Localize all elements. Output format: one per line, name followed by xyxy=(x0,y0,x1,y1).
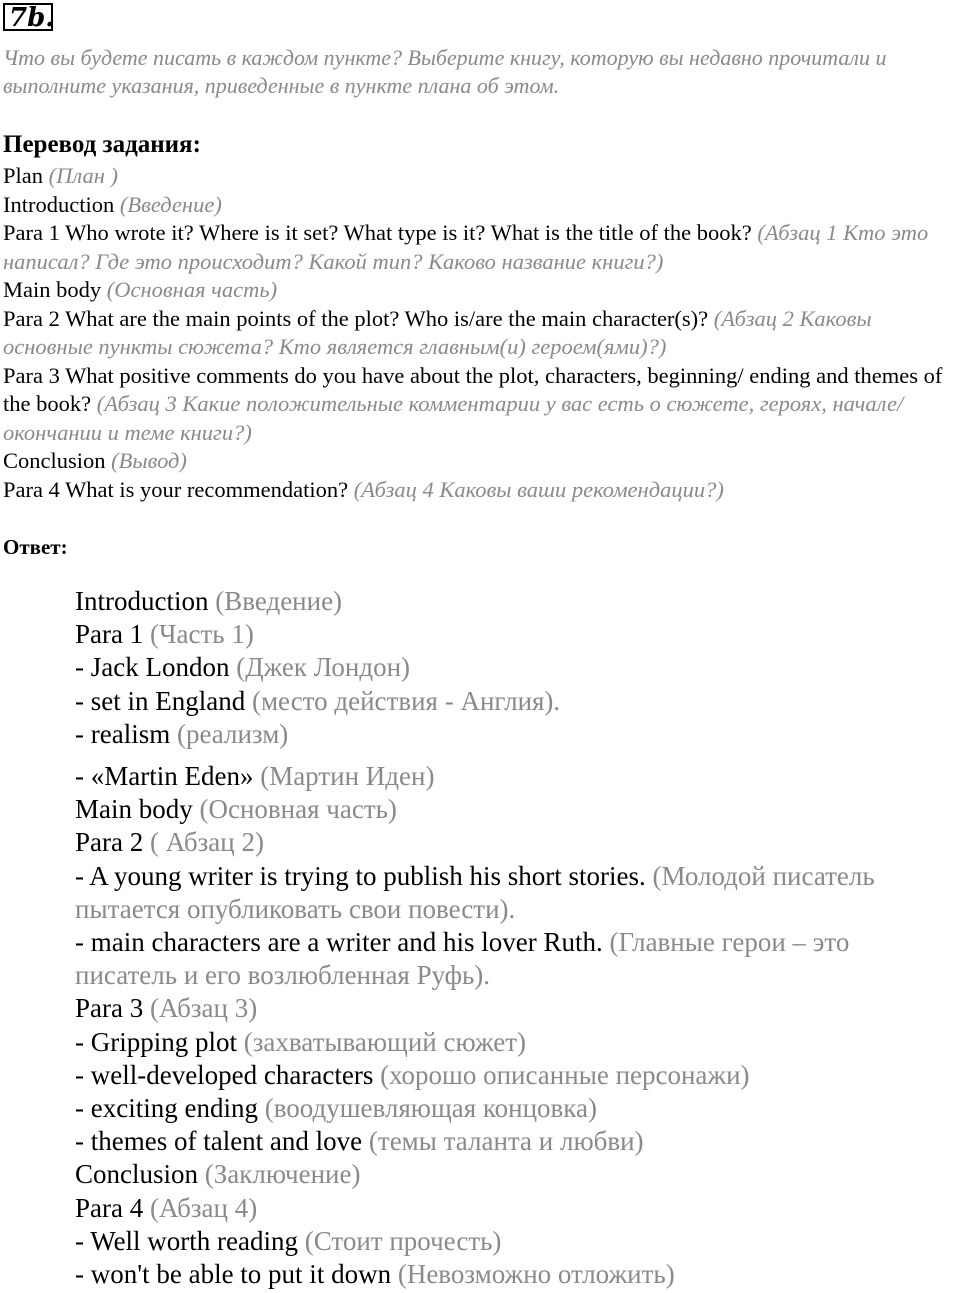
task-line-en: Para 1 Who wrote it? Where is it set? What type is it? What is the title of the book? xyxy=(3,220,752,245)
answer-line xyxy=(75,926,955,992)
answer-line xyxy=(75,992,955,1025)
task-line-en: Introduction xyxy=(3,191,115,217)
answer-line-en: Para 1 xyxy=(75,619,144,650)
answer-line-ru: (Введение) xyxy=(215,586,343,616)
answer-line xyxy=(75,651,955,684)
task-line-en: Plan xyxy=(3,163,44,188)
answer-line-en: - A young writer is trying to publish his short stories. xyxy=(75,860,646,891)
translation-heading: Перевод задания: xyxy=(3,131,201,158)
answer-line-ru: (Часть 1) xyxy=(149,619,254,650)
answer-line xyxy=(75,860,955,926)
answer-line-en: - set in England xyxy=(75,685,246,716)
answer-line-en: Para 4 xyxy=(75,1192,144,1223)
task-line-en: Para 4 What is your recommendation? xyxy=(3,476,349,502)
task-translation xyxy=(3,162,959,504)
task-line-ru: (Абзац 1 Кто это написал? Где это происходит? Какой тип? Каково название книги?) xyxy=(3,220,929,274)
task-line-ru: (Введение) xyxy=(119,191,222,217)
instruction-text: Что вы будете писать в каждом пункте? Выберите книгу, которую вы недавно прочитали и выполните указания, приведенные в пункте плана об этом. xyxy=(3,45,887,98)
answer-line-en: Conclusion xyxy=(75,1159,199,1190)
answer-line xyxy=(75,1059,955,1092)
answer-line-ru: ( Абзац 2) xyxy=(149,827,264,858)
task-line-ru: (Основная часть) xyxy=(106,277,278,302)
answer-line xyxy=(75,1026,955,1059)
answer-line-en: - realism xyxy=(75,718,171,749)
answer-line-ru: (Джек Лондон) xyxy=(236,652,411,683)
answer-line-ru: (Молодой писатель пытается опубликовать свои повести). xyxy=(75,860,875,924)
task-line-en: Para 3 What positive comments do you have about the plot, characters, beginning/ ending and themes of the book? xyxy=(3,362,943,416)
answer-line-en: - won't be able to put it down xyxy=(75,1259,392,1290)
answer-line xyxy=(75,793,955,826)
task-line-ru: (План ) xyxy=(48,163,118,188)
task-line xyxy=(3,162,959,191)
answer-line-ru: (воодушевляющая концовка) xyxy=(264,1093,597,1124)
answer-line xyxy=(75,1125,955,1158)
answer-line xyxy=(75,618,955,651)
answer-outline xyxy=(75,585,955,1291)
task-line-ru: (Абзац 2 Каковы основные пункты сюжета? Кто является главным(и) героем(ями)?) xyxy=(3,305,872,359)
task-line-ru: (Вывод) xyxy=(111,448,187,473)
answer-line xyxy=(75,685,955,718)
task-line-ru: (Абзац 3 Какие положительные комментарии у вас есть о сюжете, героях, начале/окончании и теме книги?) xyxy=(3,391,904,445)
task-line xyxy=(3,305,959,362)
answer-line xyxy=(75,718,955,751)
answer-line-ru: (Абзац 3) xyxy=(149,993,258,1024)
answer-line-ru: (место действия - Англия). xyxy=(251,685,561,716)
answer-line-en: - exciting ending xyxy=(75,1093,258,1124)
answer-line-en: - Well worth reading xyxy=(75,1225,299,1256)
task-line-en: Main body xyxy=(3,277,102,302)
answer-line-en: Main body xyxy=(75,794,193,825)
answer-line-en: - Gripping plot xyxy=(75,1026,237,1057)
task-line xyxy=(3,219,959,276)
answer-line xyxy=(75,1158,955,1191)
answer-line xyxy=(75,760,955,793)
answer-line xyxy=(75,826,955,859)
exercise-label: 7b. xyxy=(3,3,53,31)
answer-line-en: - themes of talent and love xyxy=(75,1126,363,1157)
task-line xyxy=(3,362,959,448)
answer-line-ru: (захватывающий сюжет) xyxy=(243,1026,527,1057)
answer-line-en: - well-developed characters xyxy=(75,1059,374,1090)
answer-line xyxy=(75,585,955,618)
task-line xyxy=(3,276,959,305)
answer-line-ru: (темы таланта и любви) xyxy=(368,1126,644,1157)
task-line xyxy=(3,447,959,476)
task-line-ru: (Абзац 4 Каковы ваши рекомендации?) xyxy=(353,476,724,502)
task-line-en: Conclusion xyxy=(3,448,106,473)
answer-line xyxy=(75,1225,955,1258)
answer-line-en: - Jack London xyxy=(75,652,230,683)
task-line xyxy=(3,191,959,220)
answer-line-en: Para 3 xyxy=(75,993,144,1024)
answer-line-ru: (Заключение) xyxy=(204,1159,361,1190)
answer-label: Ответ: xyxy=(3,535,68,559)
answer-line-ru: (Мартин Иден) xyxy=(260,761,435,792)
answer-line-en: - main characters are a writer and his lover Ruth. xyxy=(75,927,603,958)
task-line xyxy=(3,476,959,505)
answer-line-ru: (хорошо описанные персонажи) xyxy=(380,1059,750,1090)
answer-line-ru: (реализм) xyxy=(176,718,289,749)
answer-line-ru: (Абзац 4) xyxy=(149,1192,258,1223)
task-line-en: Para 2 What are the main points of the plot? Who is/are the main character(s)? xyxy=(3,305,709,331)
answer-line-ru: (Невозможно отложить) xyxy=(397,1259,675,1290)
answer-line-ru: (Стоит прочесть) xyxy=(304,1225,502,1256)
answer-line-en: - «Martin Eden» xyxy=(75,761,254,792)
answer-line-ru: (Основная часть) xyxy=(199,794,397,825)
answer-line-en: Para 2 xyxy=(75,827,144,858)
answer-line-ru: (Главные герои – это писатель и его возлюбленная Руфь). xyxy=(75,927,850,991)
answer-line xyxy=(75,1092,955,1125)
answer-line-en: Introduction xyxy=(75,586,209,616)
answer-line xyxy=(75,1258,955,1291)
answer-line xyxy=(75,1192,955,1225)
